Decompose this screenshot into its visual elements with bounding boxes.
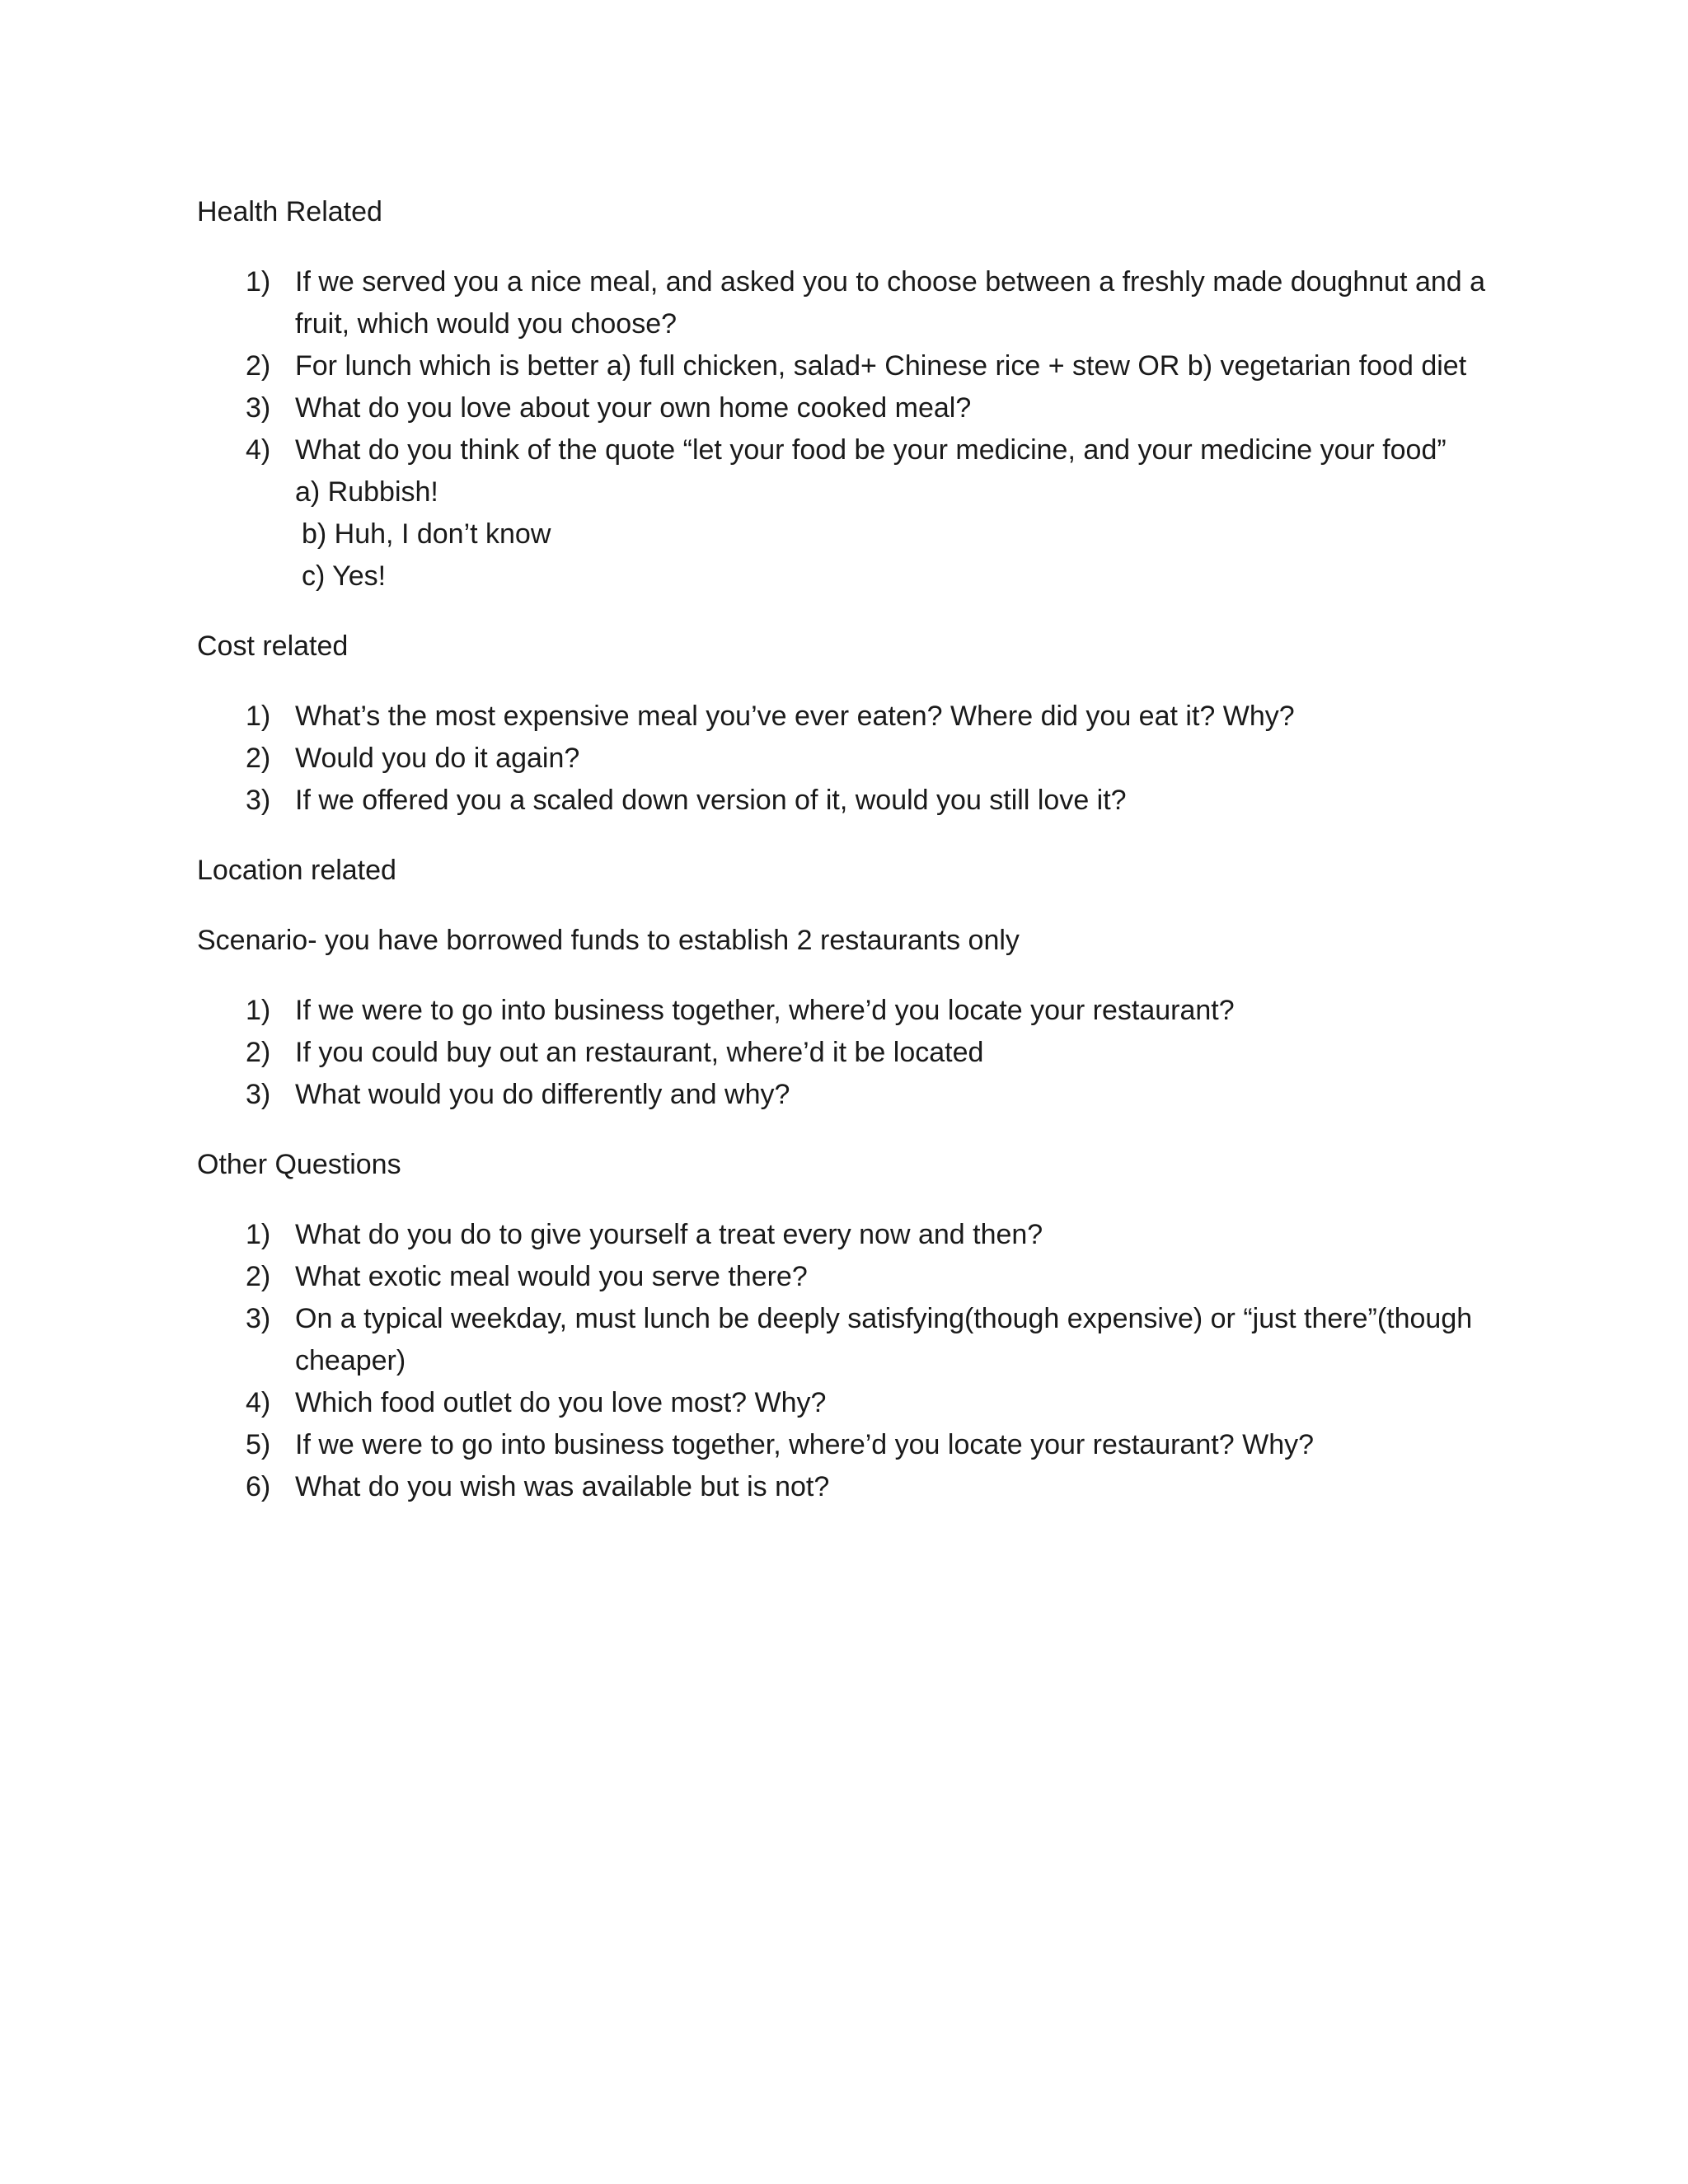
question-number: 2) xyxy=(246,743,271,774)
question-text: Which food outlet do you love most? Why? xyxy=(295,1387,827,1418)
question-text: If we were to go into business together, where’d you locate your restaurant? Why? xyxy=(295,1429,1315,1460)
section-heading: Health Related xyxy=(197,196,382,227)
question-list xyxy=(197,261,1516,598)
question-item xyxy=(197,696,1516,738)
question-number: 4) xyxy=(246,1387,271,1418)
question-number: 1) xyxy=(246,995,271,1026)
question-item xyxy=(197,1256,1516,1298)
question-text: If we offered you a scaled down version of it, would you still love it? xyxy=(295,785,1127,816)
question-number: 2) xyxy=(246,1037,271,1068)
question-list xyxy=(197,1214,1516,1508)
document-content xyxy=(197,191,1516,1508)
question-item xyxy=(197,1032,1516,1074)
question-text: If you could buy out an restaurant, where’d it be located xyxy=(295,1037,984,1068)
question-text: If we were to go into business together, where’d you locate your restaurant? xyxy=(295,995,1235,1026)
question-text: What do you think of the quote “let your food be your medicine, and your medicine your food” xyxy=(295,434,1447,466)
question-number: 3) xyxy=(246,392,271,424)
question-item xyxy=(197,1424,1516,1466)
section-health xyxy=(197,191,1516,626)
section-location xyxy=(197,850,1516,1144)
question-number: 1) xyxy=(246,701,271,732)
question-number: 1) xyxy=(246,266,271,298)
section-other xyxy=(197,1144,1516,1508)
question-text: What do you do to give yourself a treat every now and then? xyxy=(295,1219,1043,1250)
question-item xyxy=(197,1074,1516,1116)
question-text: On a typical weekday, must lunch be deeply satisfying(though expensive) or “just there”(though cheaper) xyxy=(295,1303,1473,1376)
question-number: 4) xyxy=(246,434,271,466)
answer-option: b) Huh, I don’t know xyxy=(302,518,551,550)
section-heading: Other Questions xyxy=(197,1149,401,1180)
question-text: Would you do it again? xyxy=(295,743,580,774)
scenario-text: Scenario- you have borrowed funds to establish 2 restaurants only xyxy=(197,925,1020,956)
question-item xyxy=(197,1214,1516,1256)
question-number: 2) xyxy=(246,350,271,382)
question-number: 6) xyxy=(246,1471,271,1502)
question-text: What exotic meal would you serve there? xyxy=(295,1261,808,1292)
answer-option: c) Yes! xyxy=(302,560,387,592)
question-text: What do you love about your own home cooked meal? xyxy=(295,392,972,424)
question-list xyxy=(197,696,1516,822)
question-number: 3) xyxy=(246,1303,271,1334)
question-number: 3) xyxy=(246,1079,271,1110)
question-number: 1) xyxy=(246,1219,271,1250)
question-text: If we served you a nice meal, and asked you to choose between a freshly made doughnut and a fruit, which would you choose? xyxy=(295,266,1486,340)
question-number: 2) xyxy=(246,1261,271,1292)
answer-options xyxy=(295,471,1516,598)
question-text: What’s the most expensive meal you’ve ever eaten? Where did you eat it? Why? xyxy=(295,701,1295,732)
section-cost xyxy=(197,626,1516,850)
question-item xyxy=(197,1298,1516,1382)
question-item xyxy=(197,345,1516,387)
question-item xyxy=(197,387,1516,429)
question-item xyxy=(197,1382,1516,1424)
question-item xyxy=(197,261,1516,345)
question-text: What do you wish was available but is not? xyxy=(295,1471,830,1502)
answer-option: a) Rubbish! xyxy=(295,476,438,508)
question-number: 3) xyxy=(246,785,271,816)
question-text: For lunch which is better a) full chicken, salad+ Chinese rice + stew OR b) vegetarian food diet xyxy=(295,350,1467,382)
section-heading: Cost related xyxy=(197,630,349,662)
question-list xyxy=(197,990,1516,1116)
question-item xyxy=(197,990,1516,1032)
question-text: What would you do differently and why? xyxy=(295,1079,790,1110)
section-heading: Location related xyxy=(197,855,396,886)
question-item xyxy=(197,1466,1516,1508)
question-item xyxy=(197,429,1516,598)
question-item xyxy=(197,780,1516,822)
question-item xyxy=(197,738,1516,780)
question-number: 5) xyxy=(246,1429,271,1460)
